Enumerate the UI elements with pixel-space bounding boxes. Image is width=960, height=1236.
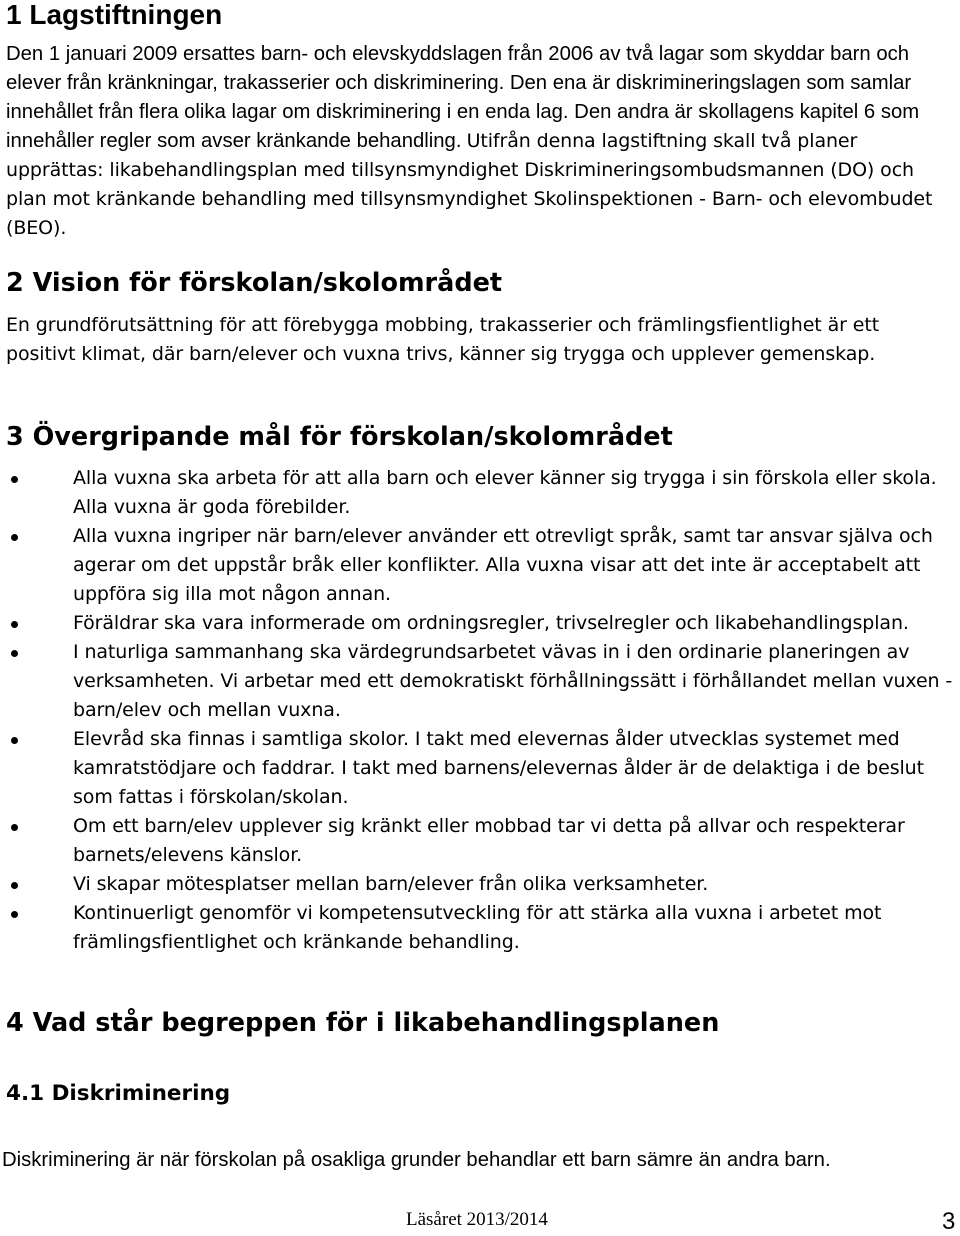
vision-paragraph: En grundförutsättning för att förebygga mobbing, trakasserier och främlingsfientlighet är ett positivt klimat, där barn/elever och vuxna trivs, känner sig trygga och upplever gemenskap. — [6, 314, 880, 365]
list-item — [6, 899, 954, 957]
section-heading-overgripande-mal: 3 Övergripande mål för förskolan/skolområdet — [6, 422, 673, 452]
list-item — [6, 725, 954, 812]
list-item — [6, 609, 954, 638]
subsection-heading-diskriminering: 4.1 Diskriminering — [6, 1081, 231, 1106]
lagstiftning-paragraph — [6, 40, 952, 243]
section-heading-begreppen: 4 Vad står begreppen för i likabehandlingsplanen — [6, 1008, 720, 1038]
list-item-text: Elevråd ska finnas i samtliga skolor. I takt med elevernas ålder utvecklas systemet med kamratstödjare och faddrar. I takt med barnens/elevernas ålder är de delaktiga i de beslut som fattas i förskolan/skolan. — [73, 728, 924, 808]
list-item-text: Alla vuxna ingriper när barn/elever använder ett otrevligt språk, samt tar ansvar själva och agerar om det uppstår bråk eller konflikter. Alla vuxna visar att det inte är acceptabelt att uppföra sig illa mot någon annan. — [73, 525, 933, 605]
bullet-icon — [11, 824, 18, 831]
section-heading-lagstiftningen: 1 Lagstiftningen — [6, 0, 223, 30]
list-item — [6, 464, 954, 522]
list-item-text: Om ett barn/elev upplever sig kränkt eller mobbad tar vi detta på allvar och respekterar barnets/elevens känslor. — [73, 815, 905, 866]
footer-school-year: Läsåret 2013/2014 — [406, 1209, 548, 1230]
bullet-icon — [11, 534, 18, 541]
bullet-icon — [11, 650, 18, 657]
page-number: 3 — [942, 1208, 956, 1235]
goals-list — [6, 464, 954, 957]
list-item — [6, 870, 954, 899]
list-item-text: Föräldrar ska vara informerade om ordningsregler, trivselregler och likabehandlingsplan. — [73, 612, 909, 634]
bullet-icon — [11, 621, 18, 628]
lagstiftning-paragraph-part2: Utifrån denna lagstiftning skall två planer upprättas: likabehandlingsplan med tillsynsmyndighet Diskrimineringsombudsmannen (DO) och plan mot kränkande behandling med tillsynsmyndighet Skolinspektionen - Barn- och elevombudet (BEO). — [6, 130, 933, 239]
list-item — [6, 812, 954, 870]
list-item-text: Alla vuxna ska arbeta för att alla barn och elever känner sig trygga i sin förskola eller skola. Alla vuxna är goda förebilder. — [73, 467, 937, 518]
section-heading-vision: 2 Vision för förskolan/skolområdet — [6, 268, 503, 298]
bullet-icon — [11, 882, 18, 889]
bullet-icon — [11, 476, 18, 483]
list-item-text: I naturliga sammanhang ska värdegrundsarbetet vävas in i den ordinarie planeringen av verksamheten. Vi arbetar med ett demokratiskt förhållningssätt i förhållandet mellan vuxen - barn/elev och mellan vuxna. — [73, 641, 953, 721]
lagstiftning-paragraph-part1: Den 1 januari 2009 ersattes barn- och elevskyddslagen från 2006 av två lagar som skyddar barn och elever från kränkningar, trakasserier och diskriminering. Den ena är diskrimineringslagen som samlar innehållet från flera olika lagar om diskriminering i en enda lag. Den andra är skollagens kapitel 6 som innehåller regler som avser kränkande behandling. — [6, 43, 920, 152]
list-item — [6, 638, 954, 725]
diskriminering-paragraph: Diskriminering är när förskolan på osakliga grunder behandlar ett barn sämre än andra barn. — [2, 1149, 831, 1171]
list-item-text: Vi skapar mötesplatser mellan barn/elever från olika verksamheter. — [73, 873, 709, 895]
list-item — [6, 522, 954, 609]
bullet-icon — [11, 737, 18, 744]
bullet-icon — [11, 911, 18, 918]
list-item-text: Kontinuerligt genomför vi kompetensutveckling för att stärka alla vuxna i arbetet mot främlingsfientlighet och kränkande behandling. — [73, 902, 882, 953]
